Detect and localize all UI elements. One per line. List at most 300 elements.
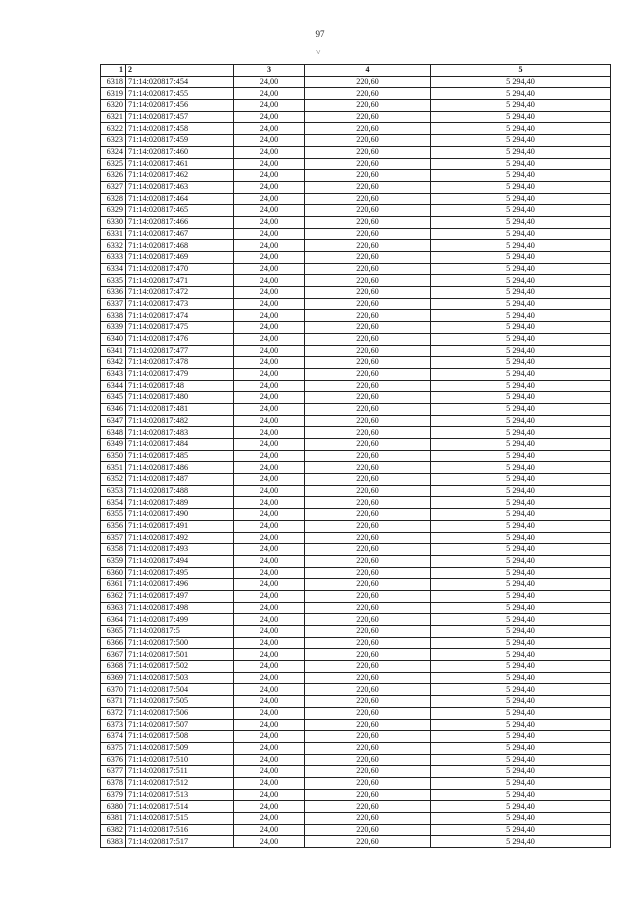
area-cell: 24,00 bbox=[234, 158, 305, 170]
row-number-cell: 6334 bbox=[101, 263, 126, 275]
rate-cell: 220,60 bbox=[305, 415, 431, 427]
amount-cell: 5 294,40 bbox=[431, 813, 611, 825]
table-row bbox=[101, 789, 611, 801]
rate-cell: 220,60 bbox=[305, 462, 431, 474]
area-cell: 24,00 bbox=[234, 310, 305, 322]
table-row bbox=[101, 836, 611, 848]
table-row bbox=[101, 310, 611, 322]
column-header: 1 bbox=[101, 65, 126, 77]
cadastral-number-cell: 71:14:020817:460 bbox=[126, 146, 234, 158]
row-number-cell: 6378 bbox=[101, 777, 126, 789]
table-row bbox=[101, 392, 611, 404]
area-cell: 24,00 bbox=[234, 579, 305, 591]
row-number-cell: 6361 bbox=[101, 579, 126, 591]
rate-cell: 220,60 bbox=[305, 707, 431, 719]
area-cell: 24,00 bbox=[234, 287, 305, 299]
row-number-cell: 6364 bbox=[101, 614, 126, 626]
rate-cell: 220,60 bbox=[305, 439, 431, 451]
area-cell: 24,00 bbox=[234, 170, 305, 182]
table-row bbox=[101, 170, 611, 182]
area-cell: 24,00 bbox=[234, 497, 305, 509]
table-body bbox=[101, 76, 611, 847]
area-cell: 24,00 bbox=[234, 520, 305, 532]
row-number-cell: 6328 bbox=[101, 193, 126, 205]
row-number-cell: 6359 bbox=[101, 555, 126, 567]
amount-cell: 5 294,40 bbox=[431, 240, 611, 252]
amount-cell: 5 294,40 bbox=[431, 88, 611, 100]
amount-cell: 5 294,40 bbox=[431, 275, 611, 287]
row-number-cell: 6322 bbox=[101, 123, 126, 135]
area-cell: 24,00 bbox=[234, 719, 305, 731]
amount-cell: 5 294,40 bbox=[431, 345, 611, 357]
amount-cell: 5 294,40 bbox=[431, 216, 611, 228]
table-row bbox=[101, 707, 611, 719]
cadastral-number-cell: 71:14:020817:470 bbox=[126, 263, 234, 275]
rate-cell: 220,60 bbox=[305, 520, 431, 532]
table-row bbox=[101, 813, 611, 825]
area-cell: 24,00 bbox=[234, 216, 305, 228]
row-number-cell: 6373 bbox=[101, 719, 126, 731]
amount-cell: 5 294,40 bbox=[431, 824, 611, 836]
area-cell: 24,00 bbox=[234, 555, 305, 567]
rate-cell: 220,60 bbox=[305, 333, 431, 345]
amount-cell: 5 294,40 bbox=[431, 380, 611, 392]
cadastral-number-cell: 71:14:020817:475 bbox=[126, 322, 234, 334]
area-cell: 24,00 bbox=[234, 275, 305, 287]
amount-cell: 5 294,40 bbox=[431, 403, 611, 415]
amount-cell: 5 294,40 bbox=[431, 252, 611, 264]
amount-cell: 5 294,40 bbox=[431, 228, 611, 240]
rate-cell: 220,60 bbox=[305, 766, 431, 778]
row-number-cell: 6365 bbox=[101, 626, 126, 638]
row-number-cell: 6318 bbox=[101, 76, 126, 88]
row-number-cell: 6337 bbox=[101, 298, 126, 310]
table-row bbox=[101, 357, 611, 369]
area-cell: 24,00 bbox=[234, 380, 305, 392]
cadastral-number-cell: 71:14:020817:488 bbox=[126, 485, 234, 497]
rate-cell: 220,60 bbox=[305, 240, 431, 252]
amount-cell: 5 294,40 bbox=[431, 298, 611, 310]
table-row bbox=[101, 275, 611, 287]
data-table bbox=[100, 64, 611, 848]
rate-cell: 220,60 bbox=[305, 228, 431, 240]
area-cell: 24,00 bbox=[234, 813, 305, 825]
table-row bbox=[101, 590, 611, 602]
table-row bbox=[101, 777, 611, 789]
cadastral-number-cell: 71:14:020817:494 bbox=[126, 555, 234, 567]
table-row bbox=[101, 766, 611, 778]
rate-cell: 220,60 bbox=[305, 263, 431, 275]
area-cell: 24,00 bbox=[234, 368, 305, 380]
row-number-cell: 6319 bbox=[101, 88, 126, 100]
table-row bbox=[101, 544, 611, 556]
rate-cell: 220,60 bbox=[305, 509, 431, 521]
table-row bbox=[101, 567, 611, 579]
rate-cell: 220,60 bbox=[305, 567, 431, 579]
rate-cell: 220,60 bbox=[305, 216, 431, 228]
cadastral-number-cell: 71:14:020817:480 bbox=[126, 392, 234, 404]
amount-cell: 5 294,40 bbox=[431, 287, 611, 299]
rate-cell: 220,60 bbox=[305, 275, 431, 287]
row-number-cell: 6369 bbox=[101, 672, 126, 684]
table-row bbox=[101, 614, 611, 626]
cadastral-number-cell: 71:14:020817:508 bbox=[126, 731, 234, 743]
cadastral-number-cell: 71:14:020817:501 bbox=[126, 649, 234, 661]
column-header: 4 bbox=[305, 65, 431, 77]
column-header: 2 bbox=[126, 65, 234, 77]
area-cell: 24,00 bbox=[234, 696, 305, 708]
cadastral-number-cell: 71:14:020817:457 bbox=[126, 111, 234, 123]
area-cell: 24,00 bbox=[234, 263, 305, 275]
cadastral-number-cell: 71:14:020817:481 bbox=[126, 403, 234, 415]
table-row bbox=[101, 520, 611, 532]
amount-cell: 5 294,40 bbox=[431, 485, 611, 497]
row-number-cell: 6380 bbox=[101, 801, 126, 813]
row-number-cell: 6355 bbox=[101, 509, 126, 521]
row-number-cell: 6324 bbox=[101, 146, 126, 158]
table-row bbox=[101, 497, 611, 509]
amount-cell: 5 294,40 bbox=[431, 649, 611, 661]
amount-cell: 5 294,40 bbox=[431, 497, 611, 509]
rate-cell: 220,60 bbox=[305, 614, 431, 626]
amount-cell: 5 294,40 bbox=[431, 146, 611, 158]
row-number-cell: 6326 bbox=[101, 170, 126, 182]
amount-cell: 5 294,40 bbox=[431, 415, 611, 427]
table-row bbox=[101, 439, 611, 451]
cadastral-number-cell: 71:14:020817:462 bbox=[126, 170, 234, 182]
table-row bbox=[101, 287, 611, 299]
amount-cell: 5 294,40 bbox=[431, 123, 611, 135]
area-cell: 24,00 bbox=[234, 403, 305, 415]
area-cell: 24,00 bbox=[234, 181, 305, 193]
cadastral-number-cell: 71:14:020817:505 bbox=[126, 696, 234, 708]
row-number-cell: 6375 bbox=[101, 742, 126, 754]
row-number-cell: 6349 bbox=[101, 439, 126, 451]
rate-cell: 220,60 bbox=[305, 205, 431, 217]
table-row bbox=[101, 626, 611, 638]
amount-cell: 5 294,40 bbox=[431, 555, 611, 567]
area-cell: 24,00 bbox=[234, 298, 305, 310]
table-row bbox=[101, 263, 611, 275]
cadastral-number-cell: 71:14:020817:458 bbox=[126, 123, 234, 135]
table-row bbox=[101, 824, 611, 836]
table-row bbox=[101, 555, 611, 567]
area-cell: 24,00 bbox=[234, 731, 305, 743]
area-cell: 24,00 bbox=[234, 567, 305, 579]
amount-cell: 5 294,40 bbox=[431, 637, 611, 649]
cadastral-number-cell: 71:14:020817:472 bbox=[126, 287, 234, 299]
row-number-cell: 6363 bbox=[101, 602, 126, 614]
amount-cell: 5 294,40 bbox=[431, 158, 611, 170]
amount-cell: 5 294,40 bbox=[431, 427, 611, 439]
rate-cell: 220,60 bbox=[305, 696, 431, 708]
area-cell: 24,00 bbox=[234, 777, 305, 789]
cadastral-number-cell: 71:14:020817:467 bbox=[126, 228, 234, 240]
cadastral-number-cell: 71:14:020817:517 bbox=[126, 836, 234, 848]
row-number-cell: 6350 bbox=[101, 450, 126, 462]
rate-cell: 220,60 bbox=[305, 474, 431, 486]
table-row bbox=[101, 135, 611, 147]
table-row bbox=[101, 88, 611, 100]
cadastral-number-cell: 71:14:020817:514 bbox=[126, 801, 234, 813]
row-number-cell: 6372 bbox=[101, 707, 126, 719]
amount-cell: 5 294,40 bbox=[431, 567, 611, 579]
rate-cell: 220,60 bbox=[305, 427, 431, 439]
table-row bbox=[101, 111, 611, 123]
area-cell: 24,00 bbox=[234, 707, 305, 719]
table-row bbox=[101, 427, 611, 439]
amount-cell: 5 294,40 bbox=[431, 731, 611, 743]
rate-cell: 220,60 bbox=[305, 789, 431, 801]
table-row bbox=[101, 637, 611, 649]
rate-cell: 220,60 bbox=[305, 322, 431, 334]
rate-cell: 220,60 bbox=[305, 368, 431, 380]
row-number-cell: 6340 bbox=[101, 333, 126, 345]
amount-cell: 5 294,40 bbox=[431, 742, 611, 754]
row-number-cell: 6320 bbox=[101, 100, 126, 112]
area-cell: 24,00 bbox=[234, 146, 305, 158]
row-number-cell: 6348 bbox=[101, 427, 126, 439]
rate-cell: 220,60 bbox=[305, 392, 431, 404]
row-number-cell: 6321 bbox=[101, 111, 126, 123]
cadastral-number-cell: 71:14:020817:454 bbox=[126, 76, 234, 88]
table-row bbox=[101, 345, 611, 357]
area-cell: 24,00 bbox=[234, 544, 305, 556]
table-row bbox=[101, 228, 611, 240]
row-number-cell: 6366 bbox=[101, 637, 126, 649]
area-cell: 24,00 bbox=[234, 474, 305, 486]
table-row bbox=[101, 181, 611, 193]
cadastral-number-cell: 71:14:020817:504 bbox=[126, 684, 234, 696]
table-row bbox=[101, 649, 611, 661]
cadastral-number-cell: 71:14:020817:455 bbox=[126, 88, 234, 100]
amount-cell: 5 294,40 bbox=[431, 310, 611, 322]
area-cell: 24,00 bbox=[234, 742, 305, 754]
cadastral-number-cell: 71:14:020817:459 bbox=[126, 135, 234, 147]
rate-cell: 220,60 bbox=[305, 684, 431, 696]
row-number-cell: 6371 bbox=[101, 696, 126, 708]
area-cell: 24,00 bbox=[234, 602, 305, 614]
row-number-cell: 6347 bbox=[101, 415, 126, 427]
table-row bbox=[101, 754, 611, 766]
area-cell: 24,00 bbox=[234, 439, 305, 451]
rate-cell: 220,60 bbox=[305, 637, 431, 649]
rate-cell: 220,60 bbox=[305, 626, 431, 638]
row-number-cell: 6332 bbox=[101, 240, 126, 252]
cadastral-number-cell: 71:14:020817:456 bbox=[126, 100, 234, 112]
cadastral-number-cell: 71:14:020817:496 bbox=[126, 579, 234, 591]
amount-cell: 5 294,40 bbox=[431, 626, 611, 638]
amount-cell: 5 294,40 bbox=[431, 777, 611, 789]
area-cell: 24,00 bbox=[234, 485, 305, 497]
table-row bbox=[101, 672, 611, 684]
row-number-cell: 6362 bbox=[101, 590, 126, 602]
rate-cell: 220,60 bbox=[305, 602, 431, 614]
row-number-cell: 6343 bbox=[101, 368, 126, 380]
cadastral-number-cell: 71:14:020817:463 bbox=[126, 181, 234, 193]
table-row bbox=[101, 158, 611, 170]
row-number-cell: 6323 bbox=[101, 135, 126, 147]
row-number-cell: 6345 bbox=[101, 392, 126, 404]
area-cell: 24,00 bbox=[234, 532, 305, 544]
cadastral-number-cell: 71:14:020817:503 bbox=[126, 672, 234, 684]
area-cell: 24,00 bbox=[234, 789, 305, 801]
row-number-cell: 6382 bbox=[101, 824, 126, 836]
area-cell: 24,00 bbox=[234, 100, 305, 112]
table-row bbox=[101, 333, 611, 345]
cadastral-number-cell: 71:14:020817:491 bbox=[126, 520, 234, 532]
amount-cell: 5 294,40 bbox=[431, 754, 611, 766]
table-row bbox=[101, 100, 611, 112]
row-number-cell: 6338 bbox=[101, 310, 126, 322]
row-number-cell: 6333 bbox=[101, 252, 126, 264]
cadastral-number-cell: 71:14:020817:471 bbox=[126, 275, 234, 287]
rate-cell: 220,60 bbox=[305, 672, 431, 684]
amount-cell: 5 294,40 bbox=[431, 766, 611, 778]
amount-cell: 5 294,40 bbox=[431, 614, 611, 626]
amount-cell: 5 294,40 bbox=[431, 474, 611, 486]
rate-cell: 220,60 bbox=[305, 100, 431, 112]
area-cell: 24,00 bbox=[234, 415, 305, 427]
amount-cell: 5 294,40 bbox=[431, 544, 611, 556]
amount-cell: 5 294,40 bbox=[431, 181, 611, 193]
row-number-cell: 6329 bbox=[101, 205, 126, 217]
rate-cell: 220,60 bbox=[305, 532, 431, 544]
rate-cell: 220,60 bbox=[305, 485, 431, 497]
cadastral-number-cell: 71:14:020817:487 bbox=[126, 474, 234, 486]
table-row bbox=[101, 123, 611, 135]
area-cell: 24,00 bbox=[234, 614, 305, 626]
cadastral-number-cell: 71:14:020817:464 bbox=[126, 193, 234, 205]
cadastral-number-cell: 71:14:020817:516 bbox=[126, 824, 234, 836]
row-number-cell: 6383 bbox=[101, 836, 126, 848]
table-row bbox=[101, 684, 611, 696]
rate-cell: 220,60 bbox=[305, 357, 431, 369]
row-number-cell: 6336 bbox=[101, 287, 126, 299]
row-number-cell: 6331 bbox=[101, 228, 126, 240]
area-cell: 24,00 bbox=[234, 228, 305, 240]
rate-cell: 220,60 bbox=[305, 181, 431, 193]
amount-cell: 5 294,40 bbox=[431, 684, 611, 696]
amount-cell: 5 294,40 bbox=[431, 661, 611, 673]
rate-cell: 220,60 bbox=[305, 158, 431, 170]
rate-cell: 220,60 bbox=[305, 135, 431, 147]
table-header-row bbox=[101, 65, 611, 77]
area-cell: 24,00 bbox=[234, 684, 305, 696]
area-cell: 24,00 bbox=[234, 392, 305, 404]
area-cell: 24,00 bbox=[234, 637, 305, 649]
table-row bbox=[101, 532, 611, 544]
table-row bbox=[101, 485, 611, 497]
cadastral-number-cell: 71:14:020817:502 bbox=[126, 661, 234, 673]
cadastral-number-cell: 71:14:020817:497 bbox=[126, 590, 234, 602]
amount-cell: 5 294,40 bbox=[431, 205, 611, 217]
amount-cell: 5 294,40 bbox=[431, 135, 611, 147]
cadastral-number-cell: 71:14:020817:5 bbox=[126, 626, 234, 638]
row-number-cell: 6370 bbox=[101, 684, 126, 696]
table-row bbox=[101, 146, 611, 158]
row-number-cell: 6354 bbox=[101, 497, 126, 509]
rate-cell: 220,60 bbox=[305, 754, 431, 766]
table-row bbox=[101, 193, 611, 205]
row-number-cell: 6330 bbox=[101, 216, 126, 228]
cadastral-number-cell: 71:14:020817:493 bbox=[126, 544, 234, 556]
area-cell: 24,00 bbox=[234, 672, 305, 684]
rate-cell: 220,60 bbox=[305, 579, 431, 591]
area-cell: 24,00 bbox=[234, 661, 305, 673]
row-number-cell: 6379 bbox=[101, 789, 126, 801]
cadastral-number-cell: 71:14:020817:507 bbox=[126, 719, 234, 731]
amount-cell: 5 294,40 bbox=[431, 509, 611, 521]
table-row bbox=[101, 801, 611, 813]
row-number-cell: 6353 bbox=[101, 485, 126, 497]
table-row bbox=[101, 719, 611, 731]
amount-cell: 5 294,40 bbox=[431, 100, 611, 112]
cadastral-number-cell: 71:14:020817:477 bbox=[126, 345, 234, 357]
rate-cell: 220,60 bbox=[305, 287, 431, 299]
area-cell: 24,00 bbox=[234, 322, 305, 334]
cadastral-number-cell: 71:14:020817:499 bbox=[126, 614, 234, 626]
amount-cell: 5 294,40 bbox=[431, 520, 611, 532]
cadastral-number-cell: 71:14:020817:500 bbox=[126, 637, 234, 649]
cadastral-number-cell: 71:14:020817:478 bbox=[126, 357, 234, 369]
area-cell: 24,00 bbox=[234, 252, 305, 264]
table-row bbox=[101, 450, 611, 462]
cadastral-number-cell: 71:14:020817:490 bbox=[126, 509, 234, 521]
area-cell: 24,00 bbox=[234, 345, 305, 357]
column-header: 5 bbox=[431, 65, 611, 77]
table-row bbox=[101, 509, 611, 521]
cadastral-number-cell: 71:14:020817:48 bbox=[126, 380, 234, 392]
rate-cell: 220,60 bbox=[305, 380, 431, 392]
rate-cell: 220,60 bbox=[305, 193, 431, 205]
table-row bbox=[101, 322, 611, 334]
cadastral-number-cell: 71:14:020817:511 bbox=[126, 766, 234, 778]
row-number-cell: 6327 bbox=[101, 181, 126, 193]
scan-mark: ˅ bbox=[316, 48, 321, 57]
cadastral-number-cell: 71:14:020817:473 bbox=[126, 298, 234, 310]
table-row bbox=[101, 661, 611, 673]
cadastral-number-cell: 71:14:020817:510 bbox=[126, 754, 234, 766]
area-cell: 24,00 bbox=[234, 754, 305, 766]
row-number-cell: 6368 bbox=[101, 661, 126, 673]
amount-cell: 5 294,40 bbox=[431, 263, 611, 275]
rate-cell: 220,60 bbox=[305, 310, 431, 322]
rate-cell: 220,60 bbox=[305, 742, 431, 754]
row-number-cell: 6346 bbox=[101, 403, 126, 415]
rate-cell: 220,60 bbox=[305, 123, 431, 135]
row-number-cell: 6341 bbox=[101, 345, 126, 357]
cadastral-number-cell: 71:14:020817:486 bbox=[126, 462, 234, 474]
amount-cell: 5 294,40 bbox=[431, 76, 611, 88]
table-row bbox=[101, 368, 611, 380]
area-cell: 24,00 bbox=[234, 626, 305, 638]
cadastral-number-cell: 71:14:020817:506 bbox=[126, 707, 234, 719]
cadastral-number-cell: 71:14:020817:485 bbox=[126, 450, 234, 462]
table-row bbox=[101, 462, 611, 474]
area-cell: 24,00 bbox=[234, 766, 305, 778]
table-row bbox=[101, 579, 611, 591]
row-number-cell: 6377 bbox=[101, 766, 126, 778]
cadastral-number-cell: 71:14:020817:469 bbox=[126, 252, 234, 264]
rate-cell: 220,60 bbox=[305, 649, 431, 661]
area-cell: 24,00 bbox=[234, 462, 305, 474]
cadastral-number-cell: 71:14:020817:515 bbox=[126, 813, 234, 825]
area-cell: 24,00 bbox=[234, 111, 305, 123]
amount-cell: 5 294,40 bbox=[431, 392, 611, 404]
row-number-cell: 6374 bbox=[101, 731, 126, 743]
amount-cell: 5 294,40 bbox=[431, 450, 611, 462]
